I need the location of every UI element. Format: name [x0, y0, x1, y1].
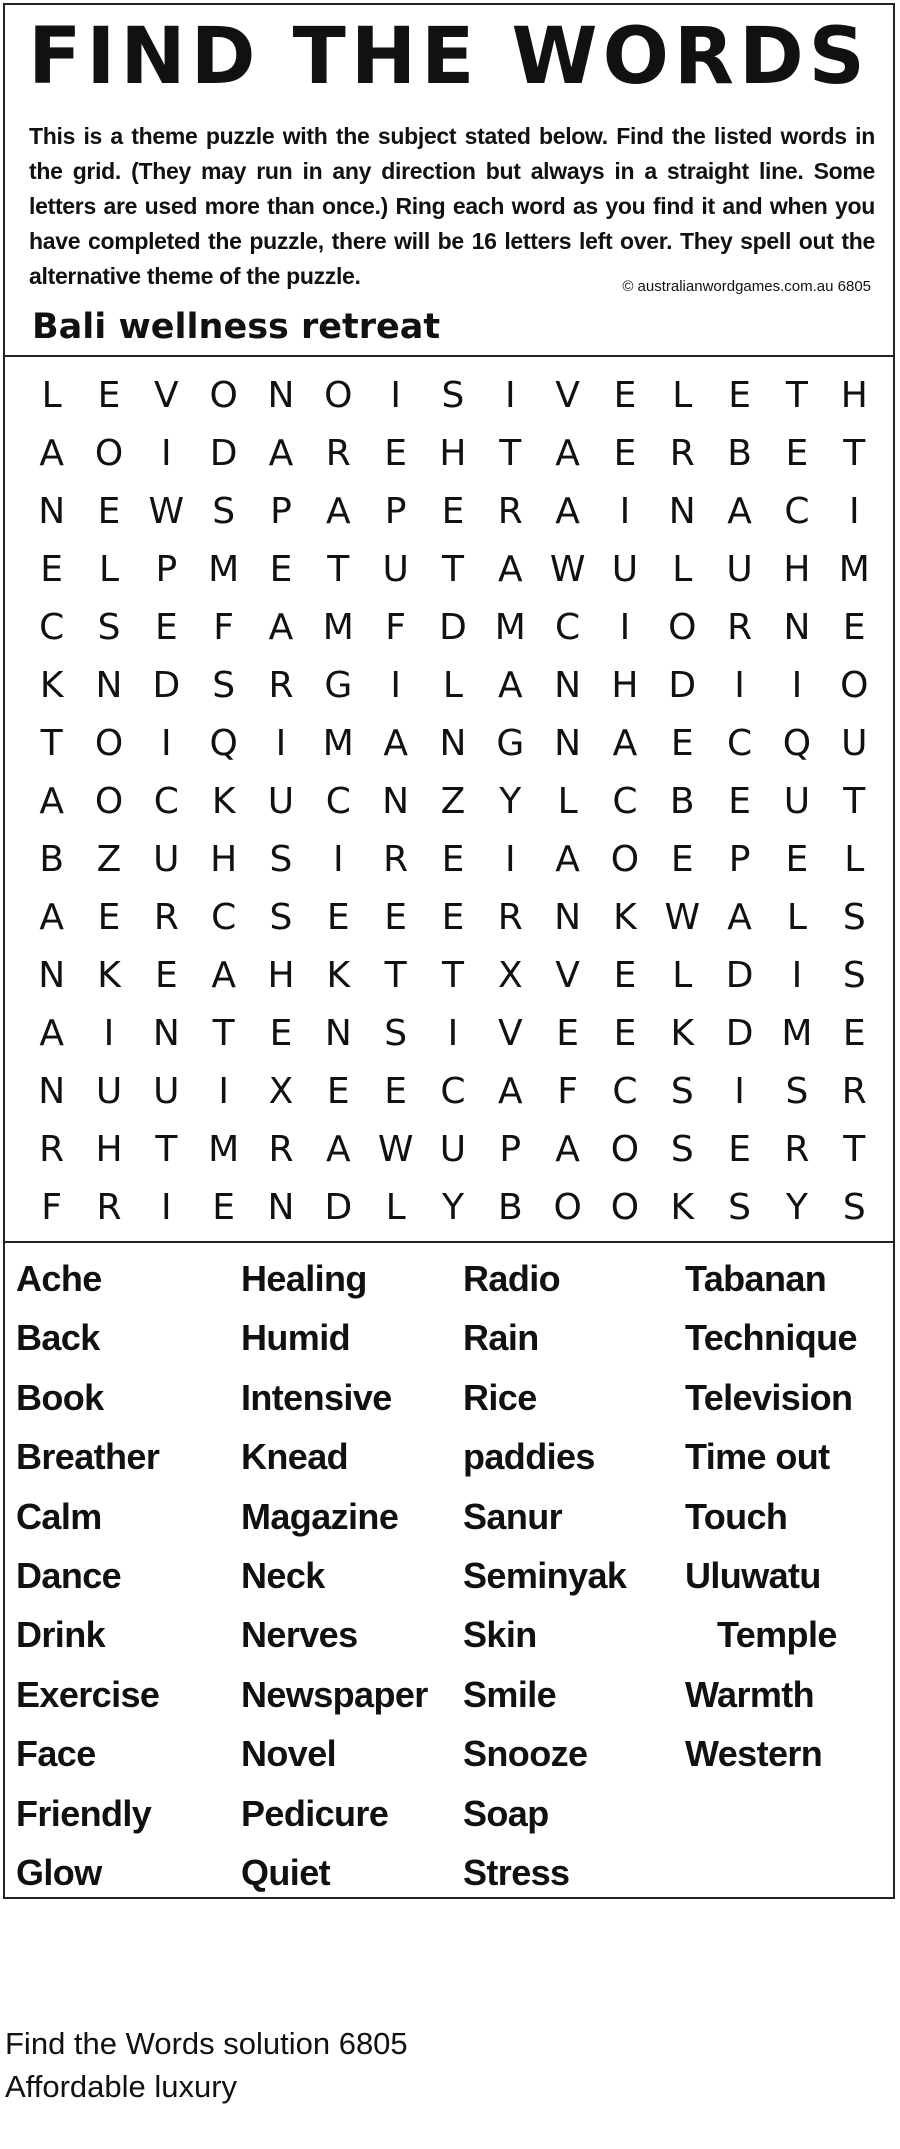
grid-row [23, 947, 883, 1005]
grid-cell[interactable]: R [784, 1129, 810, 1170]
grid-cell[interactable]: S [842, 897, 866, 938]
grid-cell[interactable]: D [152, 665, 181, 706]
grid-cell[interactable]: L [385, 1187, 406, 1228]
letter-grid[interactable] [23, 367, 883, 1237]
grid-cell[interactable]: T [785, 375, 808, 416]
grid-cell[interactable]: M [838, 549, 870, 590]
grid-cell[interactable]: E [154, 607, 178, 648]
grid-row [23, 657, 883, 715]
grid-cell[interactable]: E [269, 549, 293, 590]
grid-cell[interactable]: F [557, 1071, 578, 1112]
grid-cell[interactable]: A [39, 433, 64, 474]
grid-cell[interactable]: E [613, 955, 637, 996]
grid-cell[interactable]: E [441, 491, 465, 532]
grid-cell[interactable]: T [499, 433, 522, 474]
grid-cell[interactable]: W [549, 549, 586, 590]
grid-cell[interactable]: H [210, 839, 238, 880]
word-column-1 [16, 1249, 241, 1902]
grid-cell[interactable]: R [497, 491, 523, 532]
word-list-item: Newspaper [241, 1673, 428, 1715]
grid-cell[interactable]: V [154, 375, 179, 416]
grid-cell[interactable]: I [619, 491, 631, 532]
grid-cell[interactable]: X [497, 955, 523, 996]
grid-cell[interactable]: N [267, 375, 295, 416]
grid-cell[interactable]: L [672, 955, 693, 996]
grid-cell[interactable]: M [781, 1013, 813, 1054]
grid-cell[interactable]: E [154, 955, 178, 996]
grid-cell[interactable]: T [843, 1129, 866, 1170]
grid-cell[interactable]: M [494, 607, 526, 648]
grid-cell[interactable]: R [268, 665, 294, 706]
word-list-item: Rain [463, 1317, 539, 1359]
grid-cell[interactable]: L [672, 375, 693, 416]
grid-cell[interactable]: D [725, 955, 754, 996]
grid-cell[interactable]: P [728, 839, 751, 880]
grid-cell[interactable]: M [322, 723, 354, 764]
grid-cell[interactable]: A [39, 781, 64, 822]
grid-cell[interactable]: P [499, 1129, 522, 1170]
grid-cell[interactable]: D [439, 607, 467, 648]
grid-cell[interactable]: V [555, 955, 580, 996]
grid-cell[interactable]: T [843, 433, 866, 474]
grid-cell[interactable]: C [325, 781, 351, 822]
grid-cell[interactable]: H [611, 665, 639, 706]
grid-cell[interactable]: C [440, 1071, 466, 1112]
grid-cell[interactable]: N [324, 1013, 352, 1054]
grid-cell[interactable]: I [734, 665, 745, 706]
grid-cell[interactable]: S [842, 1187, 866, 1228]
grid-cell[interactable]: F [385, 607, 406, 648]
grid-cell[interactable]: S [269, 839, 293, 880]
grid-cell[interactable]: I [848, 491, 860, 532]
word-list-item: Technique [685, 1317, 857, 1359]
grid-cell[interactable]: A [497, 1071, 523, 1112]
grid-cell[interactable]: E [728, 781, 751, 822]
grid-cell[interactable]: M [322, 607, 354, 648]
grid-cell[interactable]: A [612, 723, 638, 764]
grid-cell[interactable]: L [41, 375, 62, 416]
grid-cell[interactable]: I [734, 1071, 745, 1112]
grid-cell[interactable]: I [161, 1187, 172, 1228]
grid-cell[interactable]: O [610, 839, 640, 880]
puzzle-panel [3, 3, 895, 1899]
grid-cell[interactable]: W [377, 1129, 414, 1170]
grid-cell[interactable]: F [41, 1187, 63, 1228]
grid-cell[interactable]: S [384, 1013, 408, 1054]
grid-cell[interactable]: I [791, 665, 803, 706]
grid-cell[interactable]: E [40, 549, 64, 590]
grid-cell[interactable]: U [439, 1129, 467, 1170]
word-list-item: Novel [241, 1733, 337, 1775]
grid-cell[interactable]: T [843, 781, 866, 822]
grid-cell[interactable]: Y [441, 1187, 464, 1228]
grid-cell[interactable]: R [727, 607, 753, 648]
grid-cell[interactable]: M [208, 549, 240, 590]
grid-cell[interactable]: N [38, 955, 66, 996]
grid-cell[interactable]: I [332, 839, 344, 880]
grid-cell[interactable]: N [382, 781, 410, 822]
grid-cell[interactable]: L [442, 665, 463, 706]
grid-cell[interactable]: U [153, 1071, 180, 1112]
grid-cell[interactable]: P [270, 491, 292, 532]
word-list-item: Healing [241, 1258, 367, 1299]
grid-cell[interactable]: P [155, 549, 178, 590]
grid-cell[interactable]: I [504, 839, 516, 880]
word-list-item: Touch [685, 1495, 788, 1537]
grid-cell[interactable]: R [497, 897, 523, 938]
grid-cell[interactable]: E [441, 839, 465, 880]
puzzle-theme: Bali wellness retreat [32, 307, 441, 347]
grid-cell[interactable]: I [619, 607, 631, 648]
grid-cell[interactable]: E [670, 839, 694, 880]
grid-row [23, 1005, 883, 1063]
grid-cell[interactable]: K [613, 897, 637, 938]
grid-cell[interactable]: D [209, 433, 238, 474]
grid-cell[interactable]: O [610, 1129, 640, 1170]
grid-cell[interactable]: L [98, 549, 120, 590]
grid-cell[interactable]: U [611, 549, 639, 590]
word-list-item: Tabanan [685, 1258, 827, 1299]
grid-cell[interactable]: A [555, 433, 580, 474]
grid-cell[interactable]: C [211, 897, 237, 938]
word-list-item: Snooze [463, 1733, 588, 1775]
grid-cell[interactable]: N [783, 607, 811, 648]
grid-cell[interactable]: E [384, 897, 407, 938]
puzzle-title: FIND THE WORDS [28, 12, 870, 102]
word-list-item: Time out [685, 1436, 830, 1478]
grid-cell[interactable]: C [612, 1071, 638, 1112]
grid-cell[interactable]: B [727, 433, 752, 474]
grid-cell[interactable]: L [786, 897, 807, 938]
grid-cell[interactable]: K [670, 1013, 695, 1054]
word-list-item: Rice [463, 1376, 537, 1418]
grid-cell[interactable]: A [325, 491, 351, 532]
grid-cell[interactable]: Y [785, 1187, 808, 1228]
grid-cell[interactable]: Y [499, 781, 522, 822]
grid-cell[interactable]: I [390, 665, 401, 706]
word-list-item: Sanur [463, 1495, 563, 1537]
grid-divider [5, 1241, 893, 1243]
grid-cell[interactable]: H [783, 549, 811, 590]
grid-cell[interactable]: A [325, 1129, 351, 1170]
grid-cell[interactable]: O [94, 723, 124, 764]
grid-cell[interactable]: Q [782, 723, 812, 764]
solution-answer: Affordable luxury [5, 2069, 238, 2104]
grid-cell[interactable]: I [161, 723, 172, 764]
grid-cell[interactable]: A [211, 955, 236, 996]
grid-cell[interactable]: D [668, 665, 697, 706]
word-list-item: Radio [463, 1258, 561, 1299]
grid-cell[interactable]: E [97, 897, 121, 938]
word-list-item: Glow [16, 1851, 102, 1893]
grid-cell[interactable]: R [39, 1129, 65, 1170]
word-list-item: Western [685, 1733, 823, 1775]
grid-cell[interactable]: K [211, 781, 236, 822]
grid-cell[interactable]: S [212, 491, 236, 532]
word-list-item: Back [16, 1317, 100, 1359]
grid-cell[interactable]: R [268, 1129, 294, 1170]
word-list-item: Temple [717, 1614, 837, 1656]
grid-row [23, 831, 883, 889]
grid-cell[interactable]: S [670, 1071, 694, 1112]
grid-cell[interactable]: I [103, 1013, 115, 1054]
grid-cell[interactable]: K [39, 665, 64, 706]
grid-cell[interactable]: S [842, 955, 866, 996]
grid-cell[interactable]: K [670, 1187, 695, 1228]
grid-cell[interactable]: E [842, 1013, 866, 1054]
grid-cell[interactable]: W [664, 897, 701, 938]
grid-cell[interactable]: T [40, 723, 63, 764]
word-list-item: Book [16, 1376, 104, 1418]
grid-cell[interactable]: A [268, 607, 294, 648]
grid-cell[interactable]: T [441, 955, 464, 996]
word-list-item: Quiet [241, 1851, 331, 1893]
word-list-item: Ache [16, 1258, 102, 1299]
grid-cell[interactable]: A [497, 549, 523, 590]
grid-cell[interactable]: B [669, 781, 695, 822]
grid-row [23, 599, 883, 657]
grid-cell[interactable]: R [325, 433, 351, 474]
grid-cell[interactable]: S [785, 1071, 809, 1112]
grid-cell[interactable]: C [555, 607, 581, 648]
grid-cell[interactable]: E [613, 375, 637, 416]
grid-cell[interactable]: N [439, 723, 467, 764]
word-list-item: Exercise [16, 1673, 160, 1715]
grid-cell[interactable]: A [383, 723, 408, 764]
grid-row [23, 425, 883, 483]
grid-cell[interactable]: R [153, 897, 179, 938]
grid-cell[interactable]: E [212, 1187, 236, 1228]
grid-cell[interactable]: L [672, 549, 693, 590]
grid-cell[interactable]: V [497, 1013, 523, 1054]
word-list-item: Stress [463, 1851, 570, 1893]
grid-cell[interactable]: I [447, 1013, 459, 1054]
grid-cell[interactable]: Q [209, 723, 238, 764]
grid-cell[interactable]: C [727, 723, 753, 764]
grid-cell[interactable]: A [268, 433, 294, 474]
grid-cell[interactable]: E [728, 1129, 751, 1170]
grid-cell[interactable]: O [553, 1187, 582, 1228]
grid-cell[interactable]: T [212, 1013, 235, 1054]
grid-cell[interactable]: R [669, 433, 695, 474]
word-list-item: Uluwatu [685, 1554, 821, 1596]
grid-cell[interactable]: E [728, 375, 751, 416]
grid-cell[interactable]: E [384, 433, 407, 474]
grid-cell[interactable]: E [326, 897, 350, 938]
grid-cell[interactable]: S [441, 375, 465, 416]
grid-cell[interactable]: T [155, 1129, 178, 1170]
word-list-item: Seminyak [463, 1554, 627, 1596]
grid-cell[interactable]: H [840, 375, 868, 416]
grid-cell[interactable]: M [208, 1129, 240, 1170]
word-list-item: Pedicure [241, 1792, 389, 1834]
word-list-item: Dance [16, 1554, 122, 1596]
grid-cell[interactable]: N [668, 491, 696, 532]
grid-cell[interactable]: E [785, 839, 809, 880]
grid-cell[interactable]: L [557, 781, 578, 822]
grid-cell[interactable]: K [97, 955, 121, 996]
grid-cell[interactable]: O [840, 665, 869, 706]
grid-cell[interactable]: A [39, 1013, 64, 1054]
grid-cell[interactable]: I [161, 433, 172, 474]
grid-cell[interactable]: K [326, 955, 351, 996]
grid-cell[interactable]: F [213, 607, 234, 648]
word-list-item: Soap [463, 1792, 549, 1834]
grid-cell[interactable]: Z [440, 781, 466, 822]
word-list-item: Friendly [16, 1792, 152, 1834]
grid-cell[interactable]: A [555, 839, 580, 880]
grid-cell[interactable]: E [384, 1071, 407, 1112]
puzzle-instructions: This is a theme puzzle with the subject stated below. Find the listed words in the grid. (They may run in any direction but always in a straight line. Some letters are used more than once.) Ring each word as you find it and when you have completed the puzzle, there will be 16 letters left over. They spell out the alternative theme of the puzzle. [29, 123, 875, 289]
grid-row [23, 483, 883, 541]
grid-cell[interactable]: U [153, 839, 180, 880]
word-list-item: Face [16, 1733, 96, 1775]
grid-cell[interactable]: N [38, 1071, 66, 1112]
word-list-item: Knead [241, 1436, 349, 1478]
grid-cell[interactable]: O [94, 781, 124, 822]
grid-cell[interactable]: B [497, 1187, 523, 1228]
grid-cell[interactable]: W [148, 491, 185, 532]
grid-cell[interactable]: U [267, 781, 295, 822]
grid-cell[interactable]: V [555, 375, 580, 416]
word-list-item: Magazine [241, 1495, 399, 1537]
grid-cell[interactable]: T [327, 549, 350, 590]
word-list-item: Nerves [241, 1614, 358, 1656]
grid-cell[interactable]: E [269, 1013, 293, 1054]
grid-cell[interactable]: B [39, 839, 65, 880]
grid-cell[interactable]: E [842, 607, 866, 648]
grid-cell[interactable]: N [554, 665, 582, 706]
grid-cell[interactable]: O [668, 607, 697, 648]
grid-cell[interactable]: U [382, 549, 409, 590]
grid-cell[interactable]: O [209, 375, 238, 416]
grid-row [23, 1179, 883, 1237]
grid-row [23, 367, 883, 425]
grid-cell[interactable]: S [670, 1129, 694, 1170]
solution-heading: Find the Words solution 6805 [5, 2026, 408, 2061]
grid-cell[interactable]: U [783, 781, 811, 822]
grid-cell[interactable]: O [94, 433, 124, 474]
grid-cell[interactable]: L [844, 839, 865, 880]
word-list-item: Breather [16, 1436, 160, 1478]
grid-cell[interactable]: E [441, 897, 465, 938]
grid-cell[interactable]: A [727, 491, 752, 532]
grid-cell[interactable]: N [95, 665, 123, 706]
puzzle-header [5, 5, 893, 357]
grid-cell[interactable]: H [95, 1129, 123, 1170]
grid-cell[interactable]: D [725, 1013, 754, 1054]
grid-cell[interactable]: N [267, 1187, 295, 1228]
grid-row [23, 889, 883, 947]
grid-cell[interactable]: T [441, 549, 464, 590]
word-column-4 [685, 1249, 900, 1784]
grid-cell[interactable]: H [439, 433, 467, 474]
grid-cell[interactable]: C [153, 781, 179, 822]
grid-cell[interactable]: U [95, 1071, 123, 1112]
word-list-item: paddies [463, 1436, 595, 1478]
grid-cell[interactable]: U [841, 723, 868, 764]
grid-cell[interactable]: E [97, 491, 121, 532]
grid-cell[interactable]: E [556, 1013, 579, 1054]
grid-cell[interactable]: S [97, 607, 121, 648]
grid-cell[interactable]: E [97, 375, 121, 416]
grid-cell[interactable]: I [791, 955, 803, 996]
grid-row [23, 541, 883, 599]
grid-cell[interactable]: A [727, 897, 752, 938]
word-list-item: Smile [463, 1673, 557, 1715]
grid-cell[interactable]: X [268, 1071, 294, 1112]
grid-cell[interactable]: E [613, 433, 637, 474]
grid-cell[interactable]: T [384, 955, 407, 996]
grid-cell[interactable]: S [212, 665, 236, 706]
grid-row [23, 1063, 883, 1121]
grid-row [23, 1121, 883, 1179]
grid-cell[interactable]: U [726, 549, 753, 590]
grid-cell[interactable]: I [275, 723, 287, 764]
word-list-item: Warmth [685, 1673, 815, 1715]
word-list-item: Neck [241, 1554, 325, 1596]
grid-cell[interactable]: R [841, 1071, 867, 1112]
solution-section [5, 2022, 408, 2108]
grid-cell[interactable]: C [39, 607, 65, 648]
grid-cell[interactable]: E [785, 433, 809, 474]
word-list-item: Humid [241, 1317, 350, 1359]
grid-cell[interactable]: A [555, 491, 580, 532]
grid-cell[interactable]: H [267, 955, 295, 996]
grid-cell[interactable]: A [497, 665, 523, 706]
grid-cell[interactable]: A [555, 1129, 580, 1170]
word-list-item: Drink [16, 1614, 106, 1656]
word-list-item: Calm [16, 1495, 102, 1537]
grid-cell[interactable]: G [496, 723, 525, 764]
grid-cell[interactable]: N [554, 897, 582, 938]
grid-cell[interactable]: R [383, 839, 409, 880]
grid-cell[interactable]: O [610, 1187, 640, 1228]
grid-cell[interactable]: E [670, 723, 694, 764]
word-list [5, 1249, 893, 1897]
grid-cell[interactable]: I [504, 375, 516, 416]
grid-row [23, 773, 883, 831]
copyright-note: © australianwordgames.com.au 6805 [622, 278, 871, 295]
grid-cell[interactable]: Z [96, 839, 122, 880]
word-list-item: Intensive [241, 1376, 392, 1418]
word-list-item: Skin [463, 1614, 537, 1656]
grid-cell[interactable]: N [38, 491, 66, 532]
grid-cell[interactable]: C [784, 491, 810, 532]
grid-row [23, 715, 883, 773]
grid-cell[interactable]: N [152, 1013, 180, 1054]
grid-cell[interactable]: A [39, 897, 64, 938]
word-list-item: Television [685, 1376, 853, 1418]
grid-cell[interactable]: D [324, 1187, 353, 1228]
grid-cell[interactable]: R [96, 1187, 122, 1228]
grid-cell[interactable]: E [613, 1013, 637, 1054]
grid-cell[interactable]: I [218, 1071, 229, 1112]
grid-cell[interactable]: P [384, 491, 407, 532]
grid-cell[interactable]: O [324, 375, 353, 416]
grid-cell[interactable]: I [390, 375, 401, 416]
grid-cell[interactable]: G [324, 665, 353, 706]
grid-cell[interactable]: E [326, 1071, 350, 1112]
grid-cell[interactable]: S [728, 1187, 752, 1228]
word-column-3 [463, 1249, 688, 1902]
grid-cell[interactable]: C [612, 781, 638, 822]
grid-cell[interactable]: N [554, 723, 582, 764]
word-column-2 [241, 1249, 466, 1902]
grid-cell[interactable]: S [269, 897, 293, 938]
